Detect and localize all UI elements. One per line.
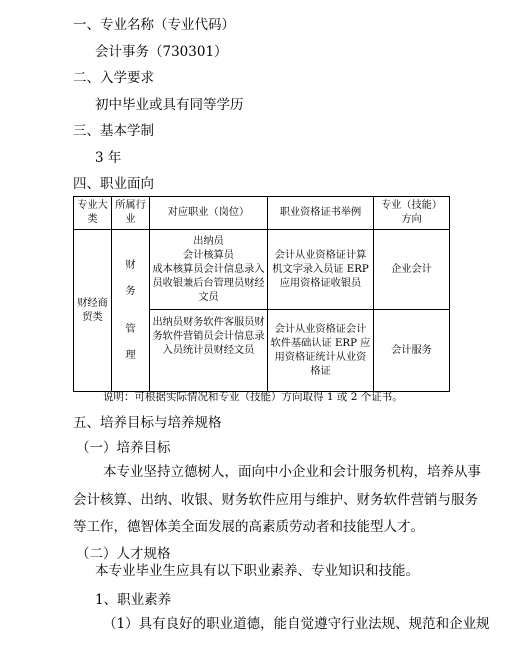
certificates-cell [268,310,374,392]
section-5-title: 五、培养目标与培养规格 [73,415,222,431]
header-industry: 所属行业 [112,197,150,230]
certificates-line: 会计从业资格证会计 [274,323,367,335]
goal-paragraph-line: 等工作，德智体美全面发展的高素质劳动者和技能型人才。 [73,519,424,535]
positions-line: 会计核算员 [183,249,234,261]
positions-line: 出纳员 [193,235,224,247]
header-major-category: 专业大类 [74,197,112,230]
industry-char: 理 [125,349,136,361]
positions-cell [150,230,268,310]
direction-cell: 会计服务 [374,310,450,392]
positions-line: 文员 [198,291,219,303]
industry-cell [112,230,150,392]
certificates-line: 软件基础认证 ERP 应 [270,337,371,349]
goal-paragraph-line: 会计核算、出纳、收银、财务软件应用与维护、财务软件营销与服务 [73,492,478,508]
certificates-line: 用资格证统计从业资 [274,351,367,363]
table-header-row [74,197,450,230]
section-3-title: 三、基本学制 [73,123,154,139]
admission-value: 初中毕业或具有同等学历 [95,97,244,113]
spec-title: （二）人才规格 [76,546,171,562]
goal-title: （一）培养目标 [76,440,171,456]
career-table [73,196,450,392]
section-1-title: 一、专业名称（专业代码） [73,17,235,33]
header-positions: 对应职业（岗位） [150,197,268,230]
duration-value: 3 年 [95,150,122,166]
table-note: 说明：可根据实际情况和专业（技能）方向取得 1 或 2 个证书。 [103,391,403,403]
header-direction: 专业（技能）方向 [374,197,450,230]
spec-subsection-title: 1、职业素养 [95,592,172,608]
certificates-cell [268,230,374,310]
spec-intro: 本专业毕业生应具有以下职业素养、专业知识和技能。 [95,563,419,579]
certificates-line: 机文字录入员证 ERP [272,263,369,275]
industry-char: 管 [125,323,136,335]
direction-cell: 企业会计 [374,230,450,310]
major-category-text: 财经商贸类 [77,297,108,323]
certificates-line: 格证 [310,365,331,377]
positions-line: 务软件营销员会计信息录 [152,331,265,342]
section-2-title: 二、入学要求 [73,70,154,86]
positions-line: 出纳员财务软件客服员财 [152,317,265,328]
positions-line: 入员统计员财经文员 [162,345,255,356]
industry-char: 财 [125,259,136,271]
spec-item-1: （1）具有良好的职业道德，能自觉遵守行业法规、规范和企业规 [103,616,490,632]
major-name-value: 会计事务（730301） [95,44,228,60]
positions-cell [150,310,268,392]
major-category-cell [74,230,112,392]
certificates-line: 应用资格证收银员 [279,277,362,289]
section-4-title: 四、职业面向 [73,176,154,192]
industry-char: 务 [125,285,136,297]
positions-line: 成本核算员会计信息录入 [152,263,265,275]
certificates-line: 会计从业资格证计算 [274,249,367,261]
positions-line: 员收银兼后台管理员财经 [152,277,265,289]
table-row [74,230,450,310]
goal-paragraph-line: 本专业坚持立德树人，面向中小企业和会计服务机构，培养从事 [103,464,481,480]
header-certificates: 职业资格证书举例 [268,197,374,230]
